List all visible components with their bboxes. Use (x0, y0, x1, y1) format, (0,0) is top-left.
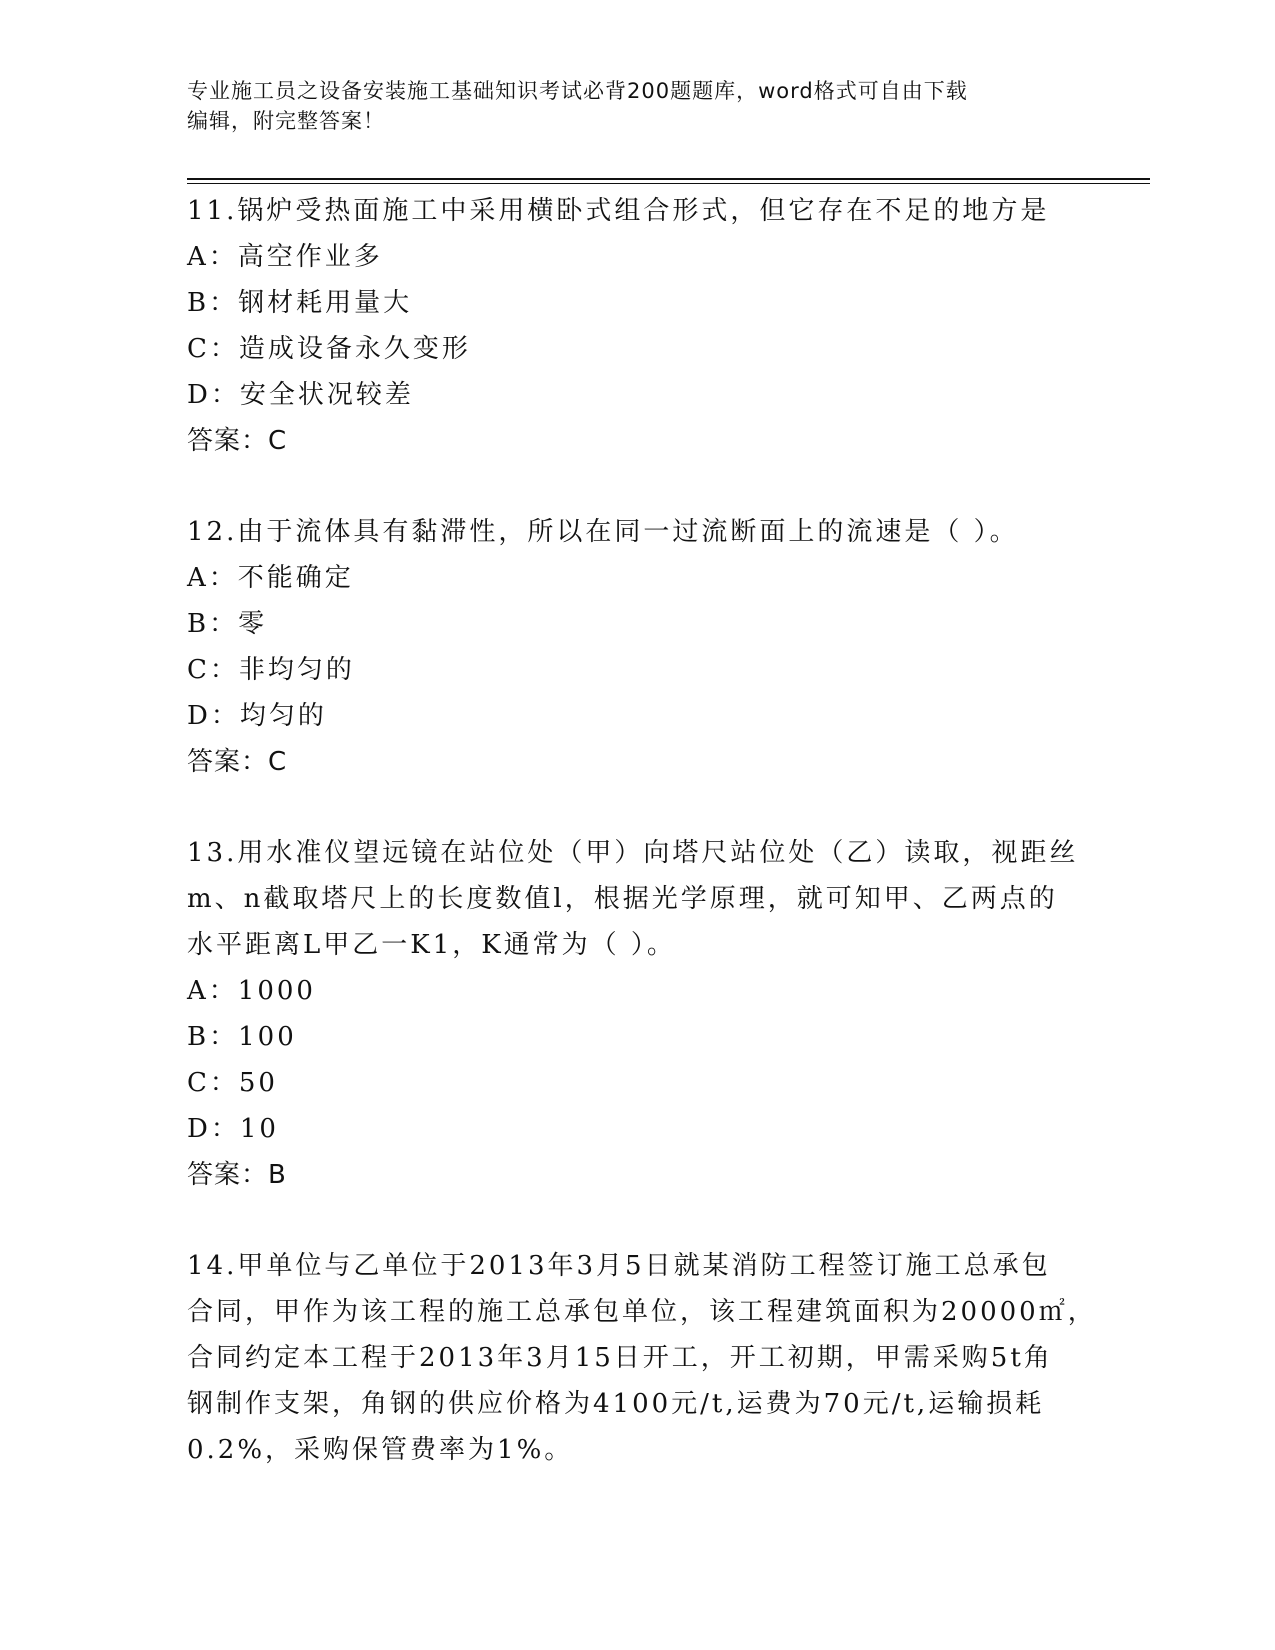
header-line-1: 专业施工员之设备安装施工基础知识考试必背200题题库，word格式可自由下载 (187, 79, 968, 103)
question-block (187, 509, 1087, 785)
option-c: C：50 (187, 1068, 278, 1098)
option-b: B：100 (187, 1022, 297, 1052)
question-text: 合同约定本工程于2013年3月15日开工，开工初期，甲需采购5t角 (187, 1343, 1053, 1373)
question-text: 14.甲单位与乙单位于2013年3月5日就某消防工程签订施工总承包 (187, 1251, 1051, 1281)
header-divider-thick (187, 178, 1150, 180)
option-d: D：均匀的 (187, 701, 327, 731)
question-list (187, 188, 1097, 1473)
option-b: B：钢材耗用量大 (187, 288, 413, 318)
option-d: D：10 (187, 1114, 279, 1144)
answer-line: 答案：C (187, 747, 288, 777)
question-text: 水平距离L甲乙一K1，K通常为（ ）。 (187, 930, 676, 960)
question-block (187, 1243, 1097, 1473)
option-b: B：零 (187, 609, 268, 639)
option-a: A：高空作业多 (187, 242, 383, 272)
question-text: m、n截取塔尺上的长度数值l，根据光学原理，就可知甲、乙两点的 (187, 884, 1058, 914)
question-text: 合同，甲作为该工程的施工总承包单位，该工程建筑面积为20000㎡， (187, 1297, 1097, 1327)
answer-line: 答案：B (187, 1160, 287, 1190)
question-text: 11.锅炉受热面施工中采用横卧式组合形式，但它存在不足的地方是 (187, 196, 1050, 226)
question-text: 0.2%，采购保管费率为1%。 (187, 1435, 574, 1465)
option-c: C：非均匀的 (187, 655, 355, 685)
question-spacer (187, 464, 1087, 509)
option-d: D：安全状况较差 (187, 380, 414, 410)
question-text: 12.由于流体具有黏滞性，所以在同一过流断面上的流速是（ ）。 (187, 517, 1019, 547)
question-text: 13.用水准仪望远镜在站位处（甲）向塔尺站位处（乙）读取，视距丝 (187, 838, 1079, 868)
option-a: A：不能确定 (187, 563, 354, 593)
question-spacer (187, 785, 1087, 830)
header-divider-thin (187, 183, 1150, 184)
document-header (187, 76, 1067, 136)
answer-line: 答案：C (187, 426, 288, 456)
question-text: 钢制作支架，角钢的供应价格为4100元/t,运费为70元/t,运输损耗 (187, 1389, 1045, 1419)
header-line-2: 编辑，附完整答案！ (187, 109, 385, 133)
question-block (187, 188, 1087, 464)
option-c: C：造成设备永久变形 (187, 334, 471, 364)
question-block (187, 830, 1087, 1198)
question-spacer (187, 1198, 1087, 1243)
option-a: A：1000 (187, 976, 316, 1006)
